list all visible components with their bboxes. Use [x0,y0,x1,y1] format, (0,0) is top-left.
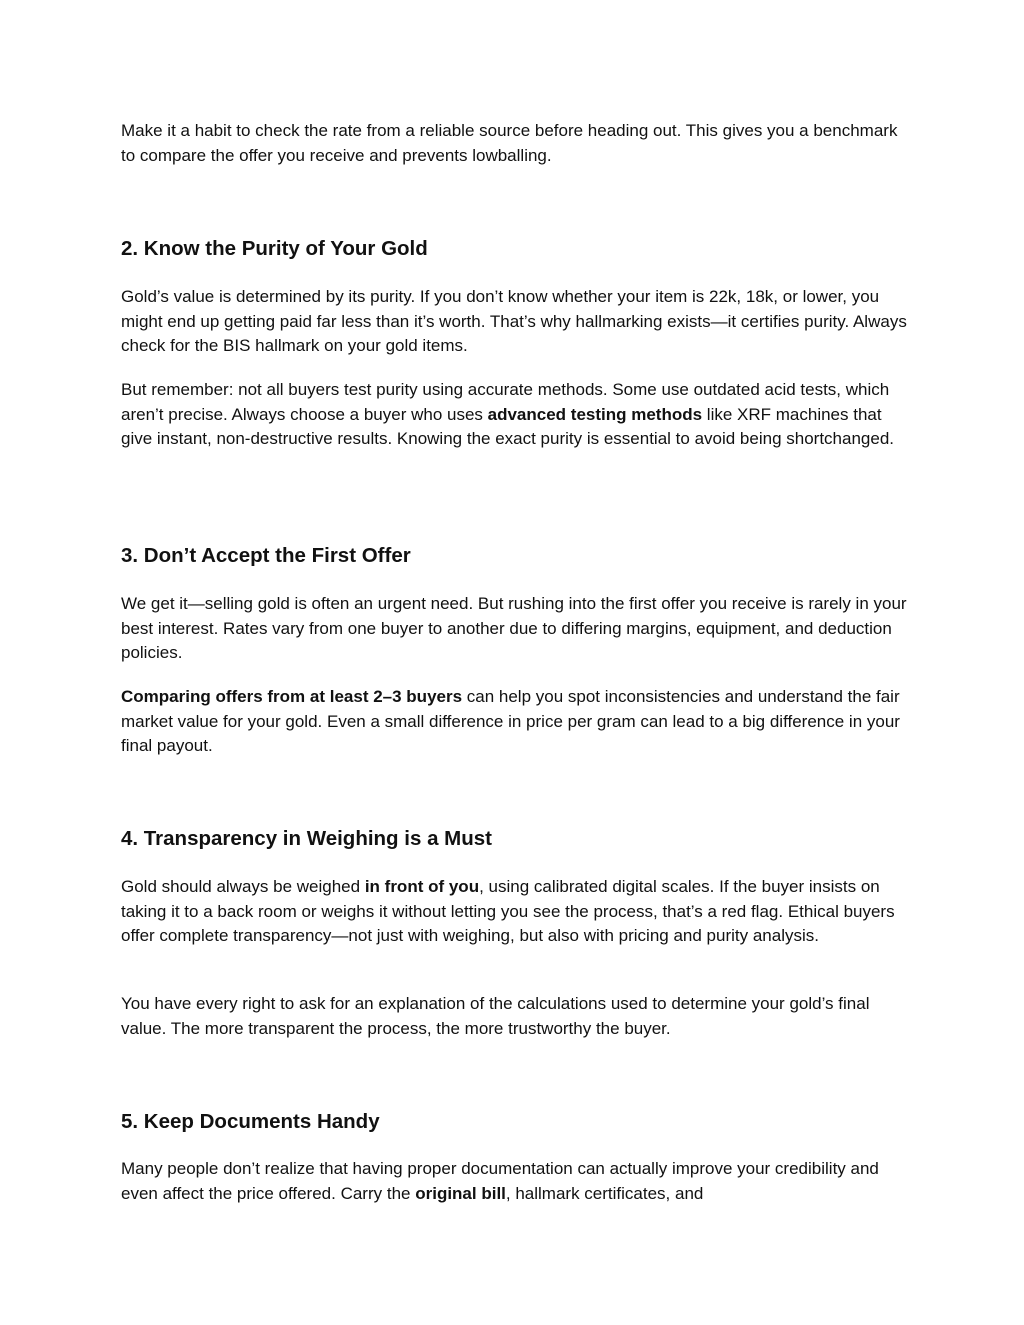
documents-text-1b: , hallmark certificates, and [505,1183,704,1203]
intro-paragraph [121,119,911,168]
transparency-text-1b: , using calibrated digital scales. If the buyer insists on taking it to a back room or weighs it without letting you see the process, that’s a red flag. Ethical buyers offer complete transparency—not just with weighing, but also with pricing and purity analysis. [121,877,895,945]
transparency-text-1 [121,875,911,949]
offer-text-2 [121,685,911,759]
section-4-paragraph-2 [121,992,911,1041]
purity-text-2 [121,378,911,452]
purity-text-2-bold: advanced testing methods [487,404,703,424]
transparency-text-1-bold: in front of you [364,877,480,896]
offer-text-2-bold: Comparing offers from at least 2–3 buyers [121,687,463,706]
section-5-heading [121,1109,911,1135]
offer-text-1: We get it—selling gold is often an urgent need. But rushing into the first offer you receive is rarely in your best interest. Rates vary from one buyer to another due to differing margins, equipment, and deduction policies. [121,594,907,662]
section-3-paragraph-1 [121,592,911,666]
section-3-heading [121,543,911,569]
documents-text-1 [121,1157,911,1206]
section-4-heading [121,826,911,852]
purity-text-1: Gold’s value is determined by its purity. If you don’t know whether your item is 22k, 18k, or lower, you might end up getting paid far less than it’s worth. That’s why hallmarking exists—it certifies purity. Always check for the BIS hallmark on your gold items. [121,287,907,355]
documents-text-1-bold: original bill [415,1183,506,1203]
intro-text: Make it a habit to check the rate from a reliable source before heading out. This gives you a benchmark to compare the offer you receive and prevents lowballing. [121,121,898,165]
heading-transparency: 4. Transparency in Weighing is a Must [121,827,492,850]
offer-text-2a: can help you spot inconsistencies and understand the fair market value for your gold. Even a small difference in price per gram can lead to a big difference in your final payout. [121,687,900,755]
purity-text-2b: like XRF machines that give instant, non-destructive results. Knowing the exact purity is essential to avoid being shortchanged. [121,404,894,448]
heading-documents: 5. Keep Documents Handy [121,1110,380,1133]
section-2-heading [121,236,911,262]
heading-purity: 2. Know the Purity of Your Gold [121,237,428,260]
documents-text-1a: Many people don’t realize that having proper documentation can actually improve your credibility and even affect the price offered. Carry the [121,1159,879,1203]
section-5-paragraph-1 [121,1157,911,1206]
purity-text-2a: But remember: not all buyers test purity using accurate methods. Some use outdated acid tests, which aren’t precise. Always choose a buyer who uses [121,380,890,424]
transparency-text-1a: Gold should always be weighed [121,877,365,896]
section-2-paragraph-1 [121,285,911,359]
section-3-paragraph-2 [121,685,911,759]
section-2-paragraph-2 [121,378,911,452]
section-4-paragraph-1 [121,875,911,949]
transparency-text-2: You have every right to ask for an explanation of the calculations used to determine your gold’s final value. The more transparent the process, the more trustworthy the buyer. [121,994,870,1038]
heading-first-offer: 3. Don’t Accept the First Offer [121,544,411,567]
